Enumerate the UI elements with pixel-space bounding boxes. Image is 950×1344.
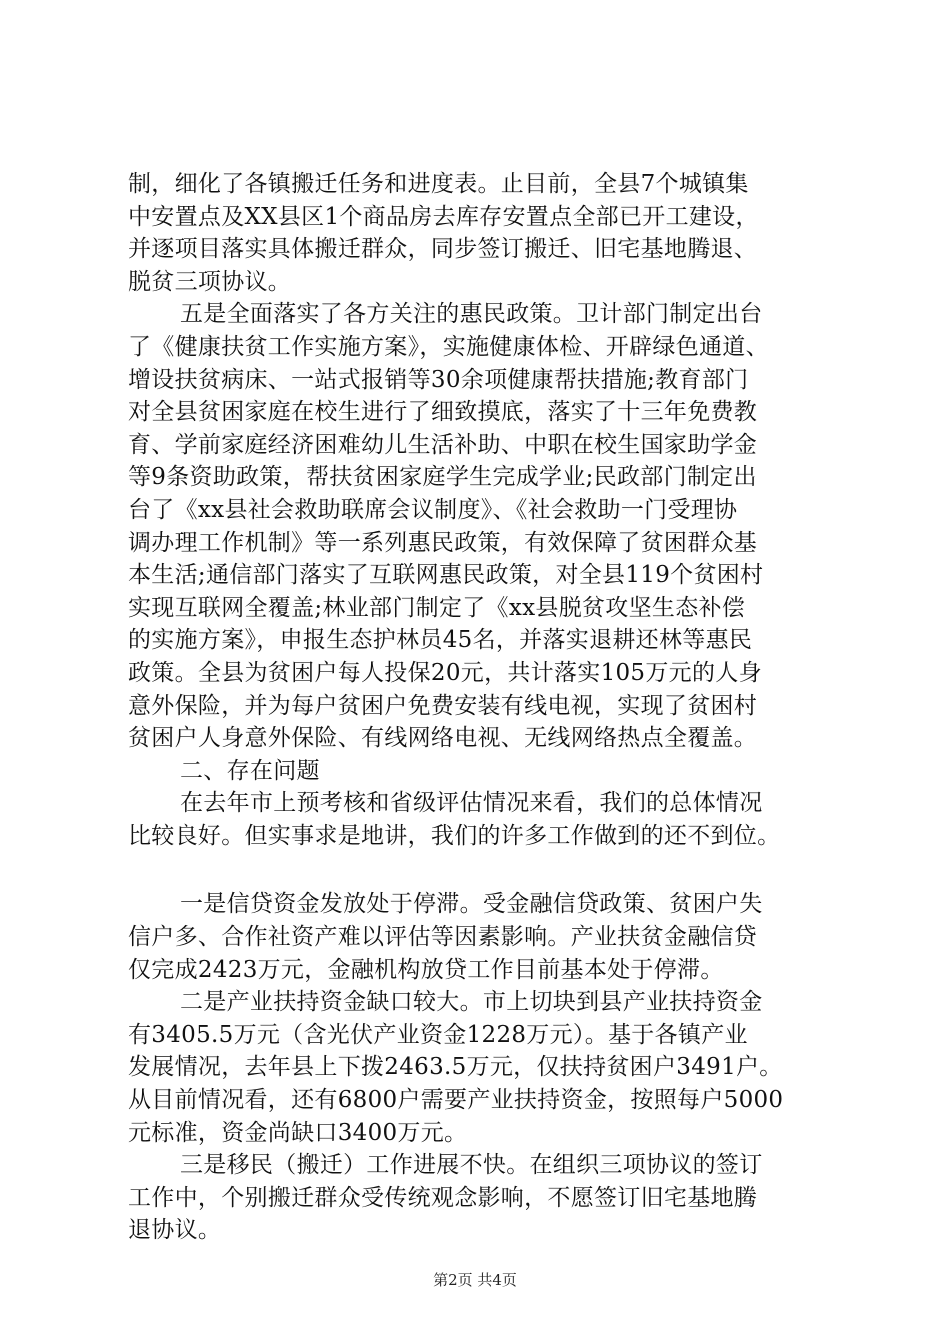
text-line: 贫困户人身意外保险、有线网络电视、无线网络热点全覆盖。 <box>128 725 758 752</box>
text-line: 政策。全县为贫困户每人投保20元，共计落实105万元的人身 <box>128 659 762 686</box>
text-line: 有3405.5万元（含光伏产业资金1228万元）。基于各镇产业 <box>128 1021 748 1048</box>
text-line: 退协议。 <box>128 1217 222 1244</box>
paragraph-start-line: 五是全面落实了各方关注的惠民政策。卫计部门制定出台 <box>180 301 763 328</box>
paragraph-start-line: 在去年市上预考核和省级评估情况来看，我们的总体情况 <box>180 790 763 817</box>
text-line: 发展情况，去年县上下拨2463.5万元，仅扶持贫困户3491户。 <box>128 1054 783 1081</box>
page-number-footer: 第2页 共4页 <box>433 1271 517 1289</box>
text-line: 从目前情况看，还有6800户需要产业扶持资金，按照每户5000 <box>128 1087 784 1114</box>
paragraph-start-line: 一是信贷资金发放处于停滞。受金融信贷政策、贫困户失 <box>180 891 763 918</box>
text-line: 的实施方案》，申报生态护林员45名，并落实退耕还林等惠民 <box>128 627 753 654</box>
text-line: 制，细化了各镇搬迁任务和进度表。止目前，全县7个城镇集 <box>128 171 749 197</box>
text-line: 中安置点及XX县区1个商品房去库存安置点全部已开工建设， <box>128 203 759 230</box>
text-line: 本生活;通信部门落实了互联网惠民政策，对全县119个贫困村 <box>128 562 764 589</box>
text-line: 台了《xx县社会救助联席会议制度》、《社会救助一门受理协 <box>128 496 738 523</box>
text-line: 信户多、合作社资产难以评估等因素影响。产业扶贫金融信贷 <box>128 924 758 951</box>
text-line: 实现互联网全覆盖;林业部门制定了《xx县脱贫攻坚生态补偿 <box>128 594 746 621</box>
section-heading: 二、存在问题 <box>180 757 320 784</box>
body-text <box>128 168 828 1247</box>
text-line: 并逐项目落实具体搬迁群众，同步签订搬迁、旧宅基地腾退、 <box>128 236 758 263</box>
text-line: 等9条资助政策，帮扶贫困家庭学生完成学业;民政部门制定出 <box>128 464 757 491</box>
text-line: 脱贫三项协议。 <box>128 268 292 295</box>
paragraph-start-line: 二是产业扶持资金缺口较大。市上切块到县产业扶持资金 <box>180 989 763 1016</box>
text-line: 对全县贫困家庭在校生进行了细致摸底，落实了十三年免费教 <box>128 399 758 426</box>
text-line: 调办理工作机制》等一系列惠民政策，有效保障了贫困群众基 <box>128 529 758 556</box>
text-line: 育、学前家庭经济困难幼儿生活补助、中职在校生国家助学金 <box>128 431 758 458</box>
text-line: 比较良好。但实事求是地讲，我们的许多工作做到的还不到位。 <box>128 822 781 849</box>
text-line: 增设扶贫病床、一站式报销等30余项健康帮扶措施;教育部门 <box>128 366 749 393</box>
text-line: 仅完成2423万元，金融机构放贷工作目前基本处于停滞。 <box>128 956 724 983</box>
text-line: 了《健康扶贫工作实施方案》，实施健康体检、开辟绿色通道、 <box>128 333 769 360</box>
paragraph-start-line: 三是移民（搬迁）工作进展不快。在组织三项协议的签订 <box>180 1152 763 1179</box>
text-line: 工作中，个别搬迁群众受传统观念影响，不愿签订旧宅基地腾 <box>128 1184 758 1211</box>
text-line: 元标准，资金尚缺口3400万元。 <box>128 1119 468 1146</box>
text-line: 意外保险，并为每户贫困户免费安装有线电视，实现了贫困村 <box>128 692 758 719</box>
paragraph-gap <box>128 852 828 888</box>
